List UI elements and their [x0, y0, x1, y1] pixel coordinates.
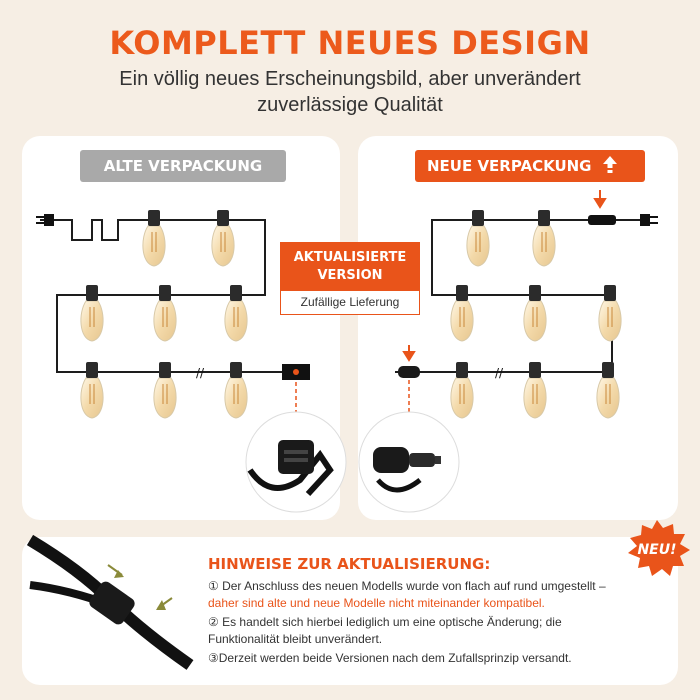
bulb-icon [81, 362, 103, 418]
svg-text://: // [495, 366, 504, 380]
updated-version-line1: AKTUALISIERTE [293, 250, 407, 265]
updated-version-line2: VERSION [317, 268, 383, 283]
notes-title: HINWEISE ZUR AKTUALISIERUNG: [208, 555, 491, 573]
bulb-icon [467, 210, 489, 266]
bulb-icon [533, 210, 555, 266]
page-title: KOMPLETT NEUES DESIGN [109, 24, 591, 62]
bulb-icon [212, 210, 234, 266]
old-packaging-label: ALTE VERPACKUNG [80, 150, 286, 182]
bulb-icon [81, 285, 103, 341]
down-arrow-icon [595, 190, 605, 207]
new-badge [622, 520, 692, 576]
note-item-2 [208, 614, 678, 648]
bulb-icon [143, 210, 165, 266]
bulb-icon [154, 362, 176, 418]
note-item-2-line2: Funktionalität bleibt unverändert. [208, 632, 383, 646]
bulb-icon [225, 362, 247, 418]
subtitle-line-2: zuverlässige Qualität [257, 94, 443, 116]
bulb-icon [225, 285, 247, 341]
note-item-1-line1: ① Der Anschluss des neuen Modells wurde von flach auf rund umgestellt – [208, 579, 606, 593]
bulb-icon [451, 362, 473, 418]
connector-cable-illustration [30, 540, 190, 665]
subtitle-line-1: Ein völlig neues Erscheinungsbild, aber unverändert [119, 68, 581, 90]
new-connector-zoom [359, 412, 459, 512]
note-item-1-highlight: daher sind alte und neue Modelle nicht miteinander kompatibel. [208, 596, 545, 610]
bulb-icon [597, 362, 619, 418]
new-packaging-label-text: NEUE VERPACKUNG [427, 157, 592, 175]
bulb-icon [451, 285, 473, 341]
bulb-icon [154, 285, 176, 341]
old-power-plug [36, 214, 54, 226]
new-badge-text: NEU! [637, 542, 677, 558]
note-item-3: ③Derzeit werden beide Versionen nach dem Zufallsprinzip versandt. [208, 651, 572, 665]
note-item-2-line1: ② Es handelt sich hierbei lediglich um eine optische Änderung; die [208, 615, 562, 629]
updated-version-box [280, 242, 420, 315]
svg-text://: // [196, 366, 205, 380]
note-item-1 [208, 578, 678, 612]
old-connector-zoom [246, 412, 346, 512]
bulb-icon [599, 285, 621, 341]
random-delivery-caption: Zufällige Lieferung [300, 295, 400, 309]
bulb-icon [524, 362, 546, 418]
bulb-icon [524, 285, 546, 341]
